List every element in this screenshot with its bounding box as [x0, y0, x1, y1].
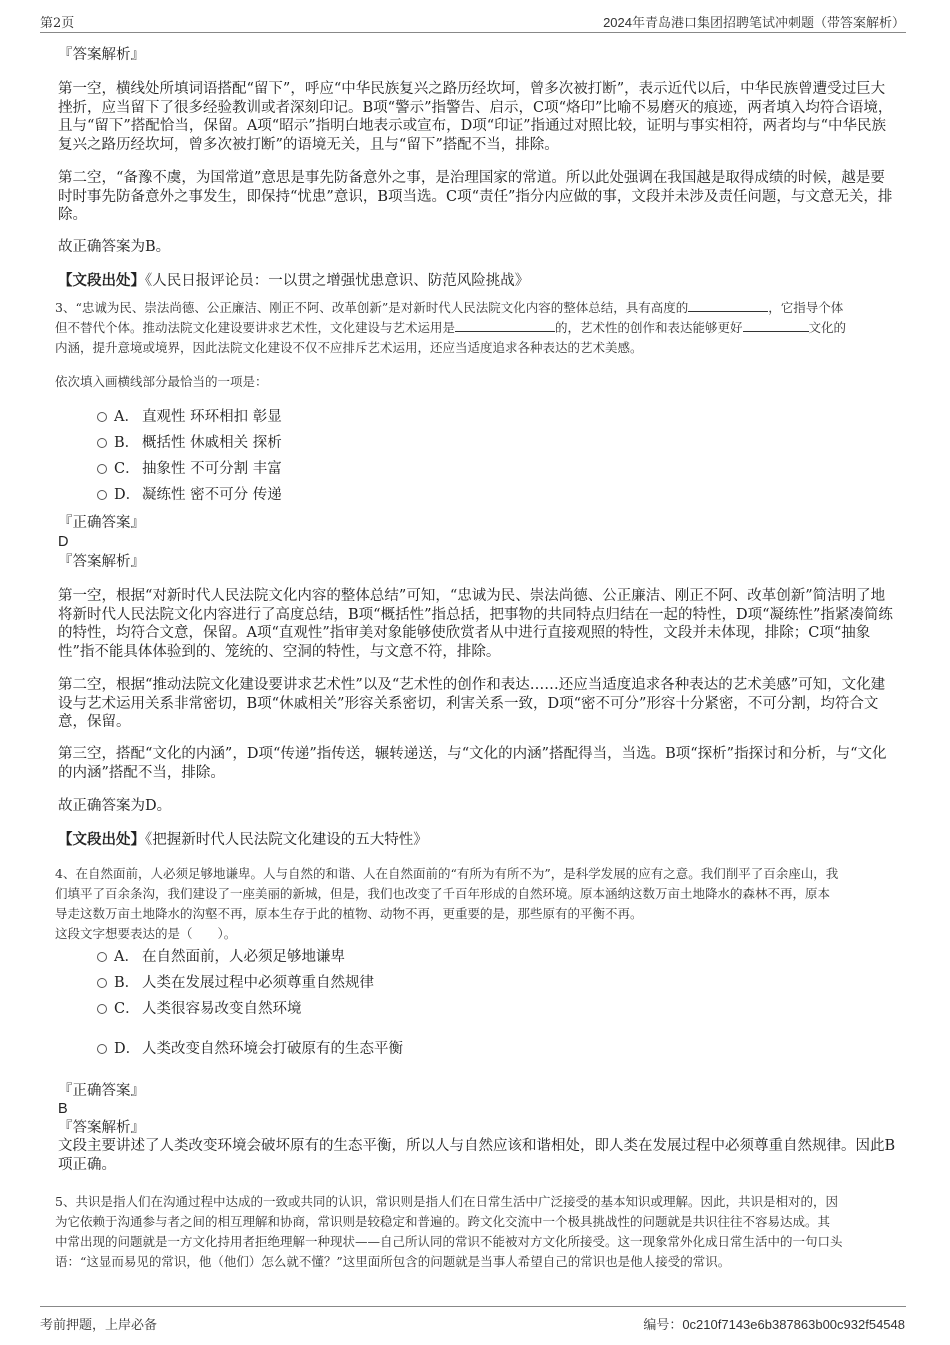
q3-option-b[interactable]	[97, 434, 282, 452]
q4-stem-line3: 导走这数万亩土地降水的沟壑不再，原本生存于此的植物、动物不再，更重要的是，那些原有的平衡不再。	[55, 906, 643, 921]
option-text: 在自然面前，人必须足够地谦卑	[142, 949, 345, 965]
q4-option-d[interactable]	[97, 1040, 403, 1058]
q3-option-c[interactable]	[97, 460, 282, 478]
q3-analysis-para3: 第三空，搭配“文化的内涵”，D项“传递”指传送，辗转递送，与“文化的内涵”搭配得当，当选。B项“探析”指探讨和分析，与“文化的内涵”搭配不当，排除。	[58, 746, 887, 781]
q3-stem-line3: 内涵，提升意境或境界，因此法院文化建设不仅不应排斥艺术运用，还应当适度追求各种表达的艺术美感。	[55, 340, 643, 355]
q4-option-c[interactable]	[97, 1000, 302, 1018]
q3-option-a[interactable]	[97, 408, 282, 426]
footer-code	[643, 1314, 905, 1333]
option-letter: C．	[114, 461, 140, 477]
q2-conclusion: 故正确答案为B。	[58, 239, 171, 255]
q2-source-text: 《人民日报评论员：一以贯之增强忧患意识、防范风险挑战》	[145, 273, 530, 289]
q4-analysis: 文段主要讲述了人类改变环境会破坏原有的生态平衡，所以人与自然应该和谐相处，即人类在发展过程中必须尊重自然规律。因此B项正确。	[58, 1138, 896, 1173]
radio-icon[interactable]	[97, 464, 107, 474]
q3-prompt: 依次填入画横线部分最恰当的一项是：	[55, 374, 268, 389]
footer-slogan: 考前押题，上岸必备	[40, 1318, 158, 1333]
q2-source-label: 【文段出处】	[58, 272, 145, 289]
option-letter: B．	[114, 435, 140, 451]
footer-code-label: 编号：	[643, 1318, 683, 1333]
radio-icon[interactable]	[97, 1004, 107, 1014]
q3-answer: D	[58, 534, 69, 550]
q3-conclusion: 故正确答案为D。	[58, 798, 172, 814]
q5-stem-line1: 5、共识是指人们在沟通过程中达成的一致或共同的认识，常识则是指人们在日常生活中广泛接受的基本知识或理解。因此，共识是相对的，因	[55, 1194, 838, 1209]
q3-stem-line2-part3: 文化的	[808, 320, 847, 335]
footer-divider	[40, 1306, 906, 1307]
document-title: 2024年青岛港口集团招聘笔试冲刺题（带答案解析）	[603, 15, 905, 30]
q3-blank-3	[743, 319, 809, 332]
option-text: 凝练性 密不可分 传递	[142, 487, 282, 503]
q3-stem-line1	[55, 298, 900, 318]
q3-analysis-label: 『答案解析』	[58, 554, 145, 570]
q3-stem-line2	[55, 318, 900, 338]
q3-analysis-para1: 第一空，根据“对新时代人民法院文化内容的整体总结”可知，“忠诚为民、崇法尚德、公正廉洁、刚正不阿、改革创新”简洁明了地将新时代人民法院文化内容进行了高度总结，B项“概括性”指总括，把事物的共同特点归结在一起的特性，D项“凝练性”指紧凑简练的特性，均符合文意，保留。A项“直观性”指审美对象能够使欣赏者从中进行直接观照的特性，文段并未体现，排除；C项“抽象性”指不能具体体验到的、笼统的、空洞的特性，与文意不符，排除。	[58, 588, 893, 660]
option-letter: C．	[114, 1001, 140, 1017]
q3-stem-part2: ，它指导个体	[768, 300, 844, 315]
q4-analysis-label: 『答案解析』	[58, 1120, 145, 1136]
q4-prompt: 这段文字想要表达的是（ ）。	[55, 926, 237, 941]
q5-stem-line3: 中常出现的问题就是一方文化持用者拒绝理解一种现状——自己所认同的常识不能被对方文化所接受。这一现象常外化成日常生活中的一句口头	[55, 1234, 843, 1249]
q3-analysis-para2: 第二空，根据“推动法院文化建设要讲求艺术性”以及“艺术性的创作和表达……还应当适度追求各种表达的艺术美感”可知，文化建设与艺术运用关系非常密切，B项“休戚相关”形容关系密切，利害关系一致，D项“密不可分”形容十分紧密，不可分割，均符合文意，保留。	[58, 677, 886, 730]
option-text: 人类很容易改变自然环境	[142, 1001, 302, 1017]
q3-source-label: 【文段出处】	[58, 831, 145, 848]
q3-stem-part1: 3、“忠诚为民、崇法尚德、公正廉洁、刚正不阿、改革创新”是对新时代人民法院文化内容的整体总结，具有高度的	[55, 300, 689, 315]
option-letter: A．	[114, 409, 139, 425]
q3-stem-line2-part1: 但不替代个体。推动法院文化建设要讲求艺术性，文化建设与艺术运用是	[55, 320, 456, 335]
q4-stem-line2: 们填平了百余条沟，我们建设了一座美丽的新城，但是，我们也改变了千百年形成的自然环境。原本涵纳这数万亩土地降水的森林不再，原本	[55, 886, 831, 901]
q2-analysis-label: 『答案解析』	[58, 47, 145, 63]
radio-icon[interactable]	[97, 438, 107, 448]
q2-source	[58, 272, 898, 291]
radio-icon[interactable]	[97, 490, 107, 500]
option-text: 直观性 环环相扣 彰显	[142, 409, 282, 425]
q3-source-text: 《把握新时代人民法院文化建设的五大特性》	[145, 832, 428, 848]
q5-stem-line4: 语：“这显而易见的常识，他（他们）怎么就不懂？”这里面所包含的问题就是当事人希望自己的常识也是他人接受的常识。	[55, 1254, 731, 1269]
radio-icon[interactable]	[97, 412, 107, 422]
q3-stem-line2-part2: 的，艺术性的创作和表达能够更好	[555, 320, 743, 335]
page-number: 第2页	[40, 16, 75, 31]
option-letter: D．	[114, 487, 141, 503]
q4-option-b[interactable]	[97, 974, 374, 992]
q5-stem-line2: 为它依赖于沟通参与者之间的相互理解和协商，常识则是较稳定和普遍的。跨文化交流中一个极具挑战性的问题就是共识往往不容易达成。其	[55, 1214, 831, 1229]
q4-stem-line1: 4、在自然面前，人必须足够地谦卑。人与自然的和谐、人在自然面前的“有所为有所不为”，是科学发展的应有之意。我们削平了百余座山，我	[55, 866, 839, 881]
q3-blank-1	[688, 299, 768, 312]
option-text: 概括性 休戚相关 探析	[142, 435, 282, 451]
q2-analysis-para1: 第一空，横线处所填词语搭配“留下”，呼应“中华民族复兴之路历经坎坷，曾多次被打断”，表示近代以后，中华民族曾遭受过巨大挫折，应当留下了很多经验教训或者深刻印记。B项“警示”指警告、启示，C项“烙印”比喻不易磨灭的痕迹，两者填入均符合语境，且与“留下”搭配恰当，保留。A项“昭示”指明白地表示或宣布，D项“印证”指通过对照比较，证明与事实相符，两者均与“中华民族复兴之路历经坎坷，曾多次被打断”的语境无关，且与“留下”搭配不当，排除。	[58, 81, 893, 153]
option-letter: D．	[114, 1041, 141, 1057]
header-divider	[40, 32, 906, 33]
q4-answer: B	[58, 1101, 68, 1117]
option-text: 人类在发展过程中必须尊重自然规律	[142, 975, 374, 991]
option-text: 抽象性 不可分割 丰富	[142, 461, 282, 477]
radio-icon[interactable]	[97, 978, 107, 988]
radio-icon[interactable]	[97, 952, 107, 962]
option-text: 人类改变自然环境会打破原有的生态平衡	[142, 1041, 403, 1057]
q2-analysis-para2: 第二空，“备豫不虞，为国常道”意思是事先防备意外之事，是治理国家的常道。所以此处强调在我国越是取得成绩的时候，越是要时时事先防备意外之事发生，即保持“忧患”意识，B项当选。C项“责任”指分内应做的事，文段并未涉及责任问题，与文意无关，排除。	[58, 170, 893, 223]
option-letter: A．	[114, 949, 139, 965]
q3-answer-label: 『正确答案』	[58, 515, 145, 531]
q3-source	[58, 831, 898, 850]
q3-blank-2	[455, 319, 555, 332]
option-letter: B．	[114, 975, 140, 991]
radio-icon[interactable]	[97, 1044, 107, 1054]
q4-option-a[interactable]	[97, 948, 345, 966]
q3-option-d[interactable]	[97, 486, 282, 504]
q4-answer-label: 『正确答案』	[58, 1083, 145, 1099]
footer-code-value: 0c210f7143e6b387863b00c932f54548	[682, 1317, 905, 1332]
